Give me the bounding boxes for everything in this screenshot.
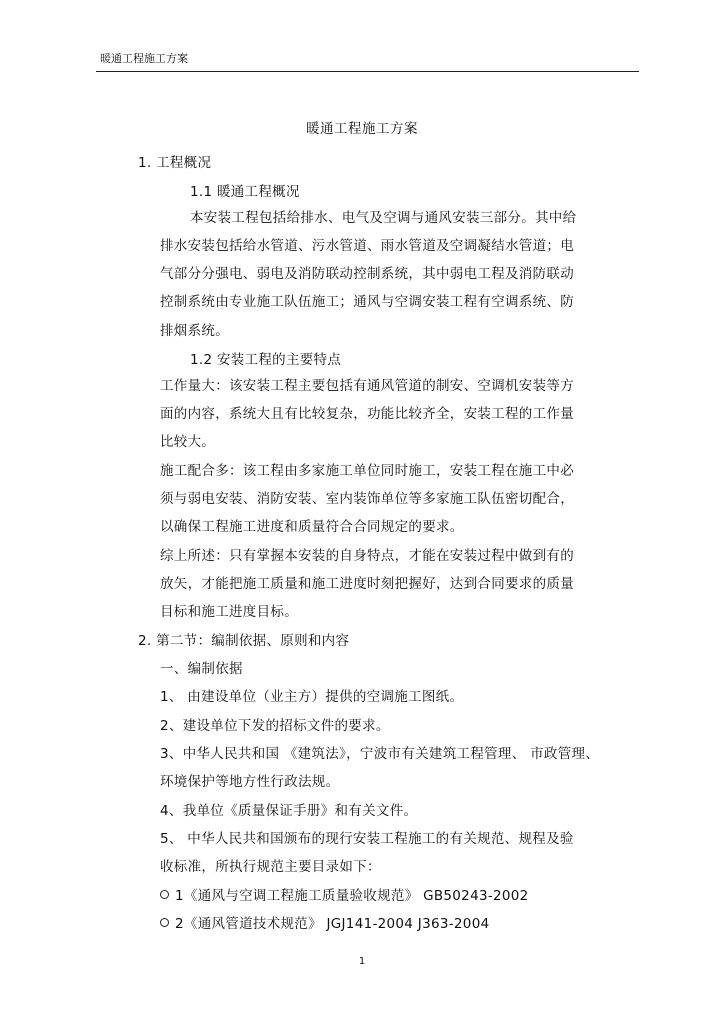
standard-item xyxy=(160,915,489,933)
paragraph-line: 比较大。 xyxy=(160,434,216,450)
paragraph-line: 环境保护等地方性行政法规。 xyxy=(160,774,340,790)
list-item: 5、 中华人民共和国颁布的现行安装工程施工的有关规范、规程及验 xyxy=(160,831,574,847)
subsection-heading: 1.2 安装工程的主要特点 xyxy=(190,352,342,368)
page-number: 1 xyxy=(358,956,366,967)
standard-item-text: 2《通风管道技术规范》 JGJ141-2004 J363-2004 xyxy=(175,916,490,932)
header-divider xyxy=(96,71,639,72)
paragraph-line: 综上所述：只有掌握本安装的自身特点，才能在安装过程中做到有的 xyxy=(160,548,574,564)
document-title: 暖通工程施工方案 xyxy=(306,121,418,137)
paragraph-line: 放矢，才能把施工质量和施工进度时刻把握好，达到合同要求的质量 xyxy=(160,576,574,592)
circle-bullet-icon xyxy=(160,918,169,927)
paragraph-line: 控制系统由专业施工队伍施工；通风与空调安装工程有空调系统、防 xyxy=(160,294,574,310)
standard-item xyxy=(160,887,529,905)
running-header: 暖通工程施工方案 xyxy=(100,52,188,65)
paragraph-line: 气部分分强电、弱电及消防联动控制系统，其中弱电工程及消防联动 xyxy=(160,266,574,282)
paragraph-line: 本安装工程包括给排水、电气及空调与通风安装三部分。其中给 xyxy=(190,210,577,226)
circle-bullet-icon xyxy=(160,890,169,899)
paragraph-line: 排水安装包括给水管道、污水管道、雨水管道及空调凝结水管道；电 xyxy=(160,238,574,254)
paragraph-line: 目标和施工进度目标。 xyxy=(160,604,298,620)
paragraph-line: 须与弱电安装、消防安装、室内装饰单位等多家施工队伍密切配合， xyxy=(160,491,574,507)
paragraph-line: 收标准，所执行规范主要目录如下： xyxy=(160,859,381,875)
paragraph-line: 施工配合多：该工程由多家施工单位同时施工，安装工程在施工中必 xyxy=(160,463,574,479)
list-item: 2、建设单位下发的招标文件的要求。 xyxy=(160,718,390,734)
list-item: 4、我单位《质量保证手册》和有关文件。 xyxy=(160,803,418,819)
section-heading: 1. 工程概况 xyxy=(138,155,212,171)
standard-item-text: 1《通风与空调工程施工质量验收规范》 GB50243-2002 xyxy=(175,888,529,904)
list-item: 3、中华人民共和国 《建筑法》，宁波市有关建筑工程管理、 市政管理、 xyxy=(160,746,600,762)
list-item: 1、 由建设单位（业主方）提供的空调施工图纸。 xyxy=(160,689,464,705)
paragraph-line: 工作量大：该安装工程主要包括有通风管道的制安、空调机安装等方 xyxy=(160,378,574,394)
subsection-heading: 1.1 暖通工程概况 xyxy=(190,184,300,200)
paragraph-line: 以确保工程施工进度和质量符合合同规定的要求。 xyxy=(160,519,464,535)
paragraph-line: 排烟系统。 xyxy=(160,323,229,339)
paragraph-line: 面的内容，系统大且有比较复杂，功能比较齐全，安装工程的工作量 xyxy=(160,406,574,422)
paragraph-line: 一、编制依据 xyxy=(160,661,243,677)
section-heading: 2. 第二节：编制依据、原则和内容 xyxy=(138,633,350,649)
